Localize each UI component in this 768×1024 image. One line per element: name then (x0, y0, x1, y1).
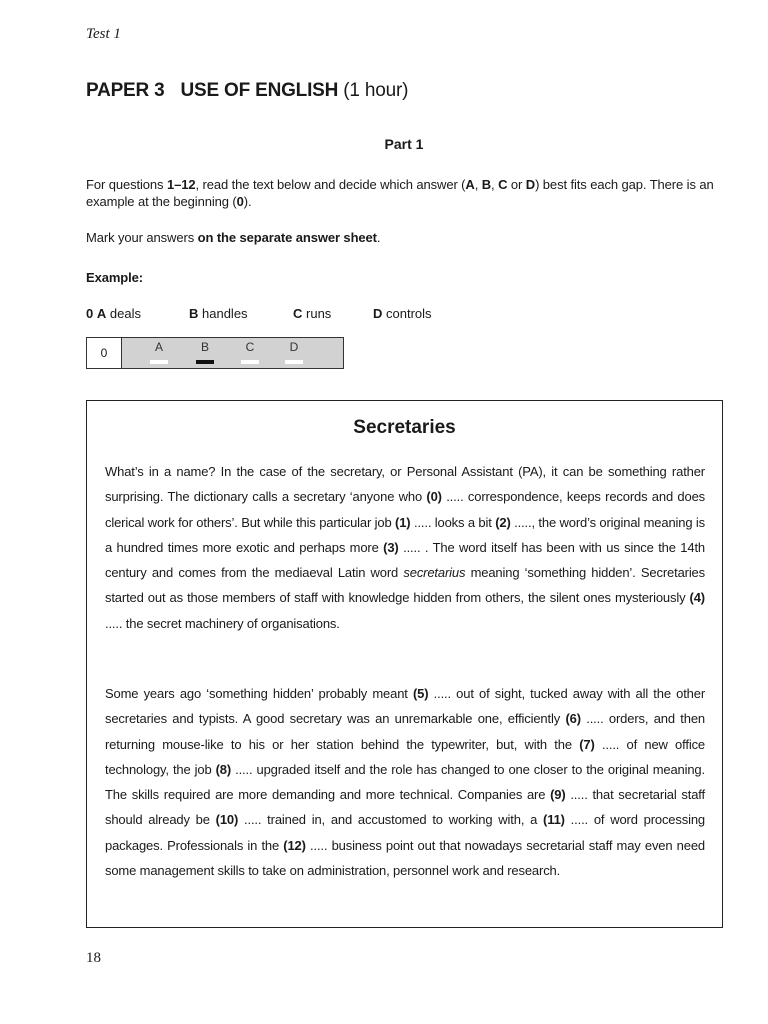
example-options (86, 306, 432, 321)
example-answer-grid (86, 337, 344, 369)
option-word: controls (386, 306, 432, 321)
option-letter: A (96, 306, 107, 321)
article-text: ..... the secret machinery of organisations. (105, 615, 340, 631)
article-text: ..... of new office technology, the job (105, 736, 705, 777)
intro-text: or (507, 177, 526, 192)
article-text: ..... trained in, and accustomed to working with, a (238, 812, 544, 828)
article-text: meaning ‘something hidden’. Secretaries started out as those members of staff with knowledge hidden from others, the silent ones mysteriously (105, 565, 705, 606)
article-text: ..... orders, and then returning mouse-like to his or her station behind the typewriter, but, with the (105, 711, 705, 752)
answer-grid-letter-a: A (154, 340, 163, 354)
article-title: Secretaries (353, 417, 456, 438)
instructions-intro (86, 176, 736, 210)
option-letter: A (465, 177, 475, 192)
gap-10: (10) (215, 812, 239, 828)
example-option-b (189, 306, 293, 321)
article-text: ..... looks a bit (410, 514, 496, 530)
page-number: 18 (86, 950, 101, 966)
gap-1: (1) (395, 514, 411, 530)
intro-text: , read the text below and decide which answer ( (195, 177, 466, 192)
article-text: ..... business point out that nowadays secretarial staff may even need some management skills to take on administration, personnel work and research. (105, 837, 705, 879)
answer-mark-d (285, 360, 303, 364)
gap-9: (9) (550, 787, 566, 803)
option-letter: B (189, 306, 199, 321)
latin-word: secretarius (403, 565, 466, 581)
option-word: deals (109, 306, 141, 321)
answer-grid-letter-d: D (289, 340, 299, 354)
gap-5: (5) (412, 686, 429, 701)
article-text: ..... out of sight, tucked away with all the other secretaries and typists. A good secretary was an unremarkable one, efficiently (105, 686, 705, 727)
mark-emphasis: on the separate answer sheet (197, 230, 377, 245)
intro-text: ). (243, 194, 252, 209)
article-text: ..... of word processing packages. Professionals in the (105, 812, 705, 853)
option-letter: D (525, 177, 536, 192)
gap-6: (6) (565, 711, 581, 727)
paper-name: PAPER 3 (86, 80, 165, 101)
answer-mark-b (196, 360, 214, 364)
intro-text: ) best fits each gap. There is an example at the beginning ( (86, 177, 714, 209)
example-option-c (293, 306, 373, 321)
answer-grid-letter-c: C (245, 340, 255, 354)
question-range: 1–12 (166, 177, 196, 192)
example-option-d (373, 306, 432, 321)
paper-subject: USE OF ENGLISH (180, 80, 339, 101)
gap-7: (7) (579, 736, 595, 752)
gap-11: (11) (543, 812, 565, 828)
gap-0: (0) (426, 489, 442, 505)
article-box (86, 400, 723, 928)
article-text: What’s in a name? In the case of the secretary, or Personal Assistant (PA), it can be something rather surprising. The dictionary calls a secretary ‘anyone who (105, 464, 705, 505)
article-text: ..... that secretarial staff should already be (105, 787, 705, 828)
answer-grid-letter-b: B (200, 340, 209, 354)
article-text: ....., the word’s original meaning is a hundred times more exotic and perhaps more (105, 514, 706, 555)
mark-text: . (376, 230, 381, 245)
answer-grid-number: 0 (87, 338, 122, 368)
option-letter: D (373, 306, 383, 321)
option-letter: C (293, 306, 303, 321)
instructions-mark (86, 229, 736, 246)
part-title: Part 1 (384, 136, 424, 152)
example-number: 0 (236, 194, 244, 209)
answer-mark-c (241, 360, 259, 364)
option-letter: C (498, 177, 508, 192)
example-number: 0 (86, 306, 94, 321)
article-text: ..... upgraded itself and the role has changed to one closer to the original meaning. The skills required are more demanding and more technical. Companies are (105, 761, 705, 803)
intro-text: For questions (86, 177, 167, 192)
article-text: ..... . The word itself has been with us since the 14th century and comes from the mediaeval Latin word (105, 539, 705, 581)
intro-text: , (474, 177, 482, 192)
option-word: handles (202, 306, 248, 321)
running-head: Test 1 (86, 26, 121, 42)
mark-text: Mark your answers (86, 230, 198, 245)
article-text: Some years ago ‘something hidden’ probably meant (105, 686, 413, 701)
gap-8: (8) (215, 761, 232, 777)
option-letter: B (481, 177, 492, 192)
article-paragraph-1 (105, 459, 705, 636)
paper-title (86, 80, 408, 102)
gap-4: (4) (689, 590, 705, 606)
gap-2: (2) (495, 514, 511, 530)
paper-duration: (1 hour) (343, 80, 409, 101)
answer-mark-a (150, 360, 168, 364)
intro-text: , (491, 177, 499, 192)
gap-3: (3) (383, 539, 399, 555)
article-paragraph-2 (105, 681, 705, 883)
example-label: Example: (86, 270, 144, 285)
gap-12: (12) (283, 837, 306, 853)
example-option-a (86, 306, 189, 321)
article-text: ..... correspondence, keeps records and does clerical work for others’. But while this particular job (105, 489, 705, 530)
option-word: runs (306, 306, 332, 321)
